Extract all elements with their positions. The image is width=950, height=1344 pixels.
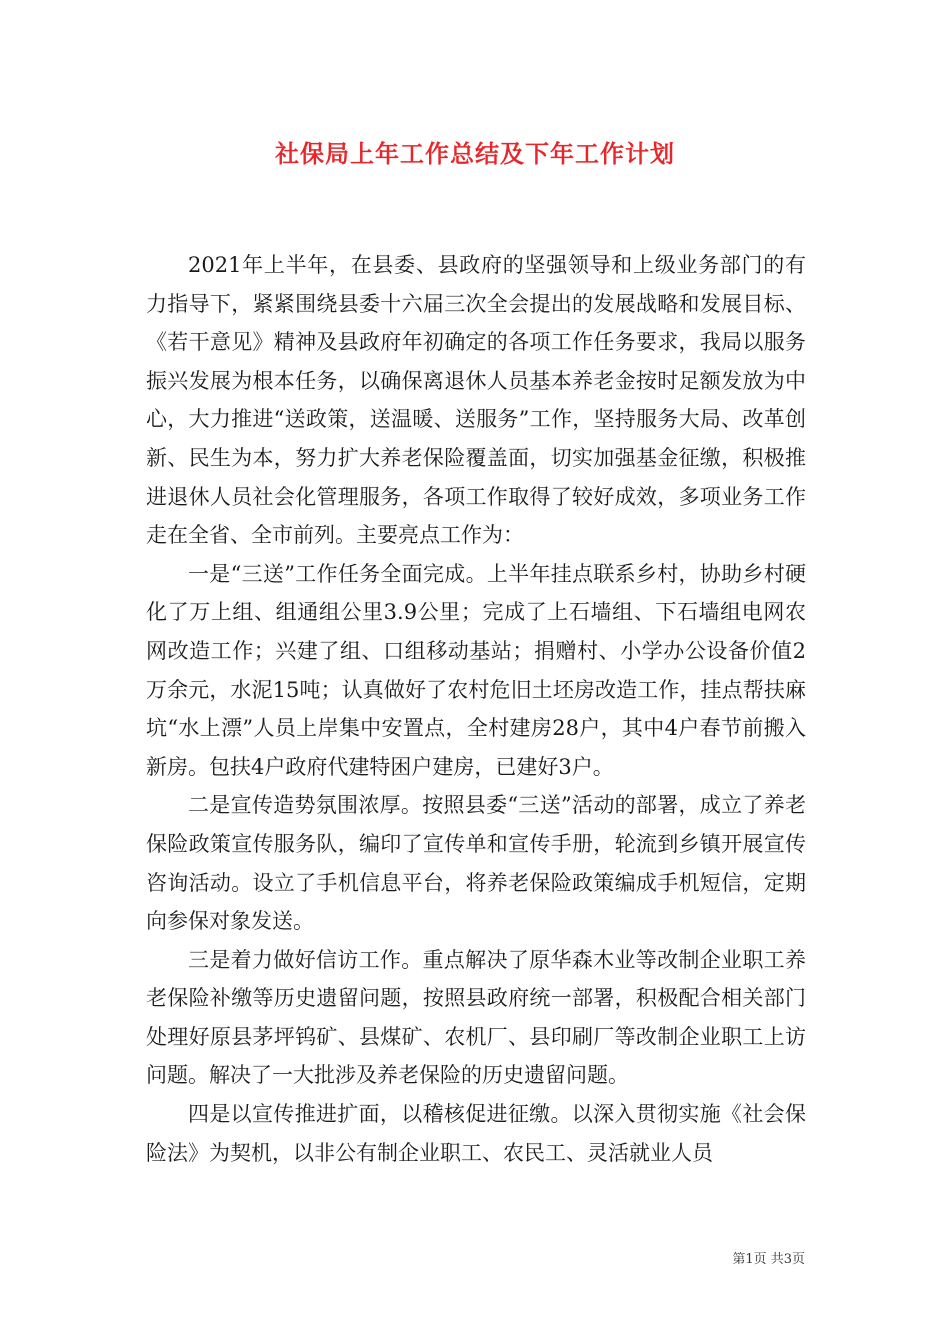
paragraph-point-1: 一是“三送”工作任务全面完成。上半年挂点联系乡村，协助乡村硬化了万上组、组通组公里3.9公里；完成了上石墙组、下石墙组电网农网改造工作；兴建了组、口组移动基站；捐赠村、小学办公设备价值2万余元，水泥15吨；认真做好了农村危旧土坯房改造工作，挂点帮扶麻坑“水上漂”人员上岸集中安置点，全村建房28户，其中4户春节前搬入新房。包扶4户政府代建特困户建房，已建好3户。: [146, 561, 806, 779]
document-title: 社保局上年工作总结及下年工作计划: [275, 140, 675, 168]
document-body: [146, 246, 806, 1172]
paragraph-point-3: 三是着力做好信访工作。重点解决了原华森木业等改制企业职工养老保险补缴等历史遗留问题，按照县政府统一部署，积极配合相关部门处理好原县茅坪钨矿、县煤矿、农机厂、县印刷厂等改制企业职工上访问题。解决了一大批涉及养老保险的历史遗留问题。: [146, 947, 806, 1088]
paragraph-point-4: 四是以宣传推进扩面，以稽核促进征缴。以深入贯彻实施《社会保险法》为契机，以非公有制企业职工、农民工、灵活就业人员: [146, 1102, 806, 1165]
page-number-footer: 第1页 共3页: [732, 1252, 805, 1267]
paragraph-intro: 2021年上半年，在县委、县政府的坚强领导和上级业务部门的有力指导下，紧紧围绕县委十六届三次全会提出的发展战略和发展目标、《若干意见》精神及县政府年初确定的各项工作任务要求，我局以服务振兴发展为根本任务，以确保离退休人员基本养老金按时足额发放为中心，大力推进“送政策，送温暖、送服务”工作，坚持服务大局、改革创新、民生为本，努力扩大养老保险覆盖面，切实加强基金征缴，积极推进退休人员社会化管理服务，各项工作取得了较好成效，多项业务工作走在全省、全市前列。主要亮点工作为：: [146, 253, 806, 548]
paragraph-point-2: 二是宣传造势氛围浓厚。按照县委“三送”活动的部署，成立了养老保险政策宣传服务队，编印了宣传单和宣传手册，轮流到乡镇开展宣传咨询活动。设立了手机信息平台，将养老保险政策编成手机短信，定期向参保对象发送。: [146, 793, 806, 934]
